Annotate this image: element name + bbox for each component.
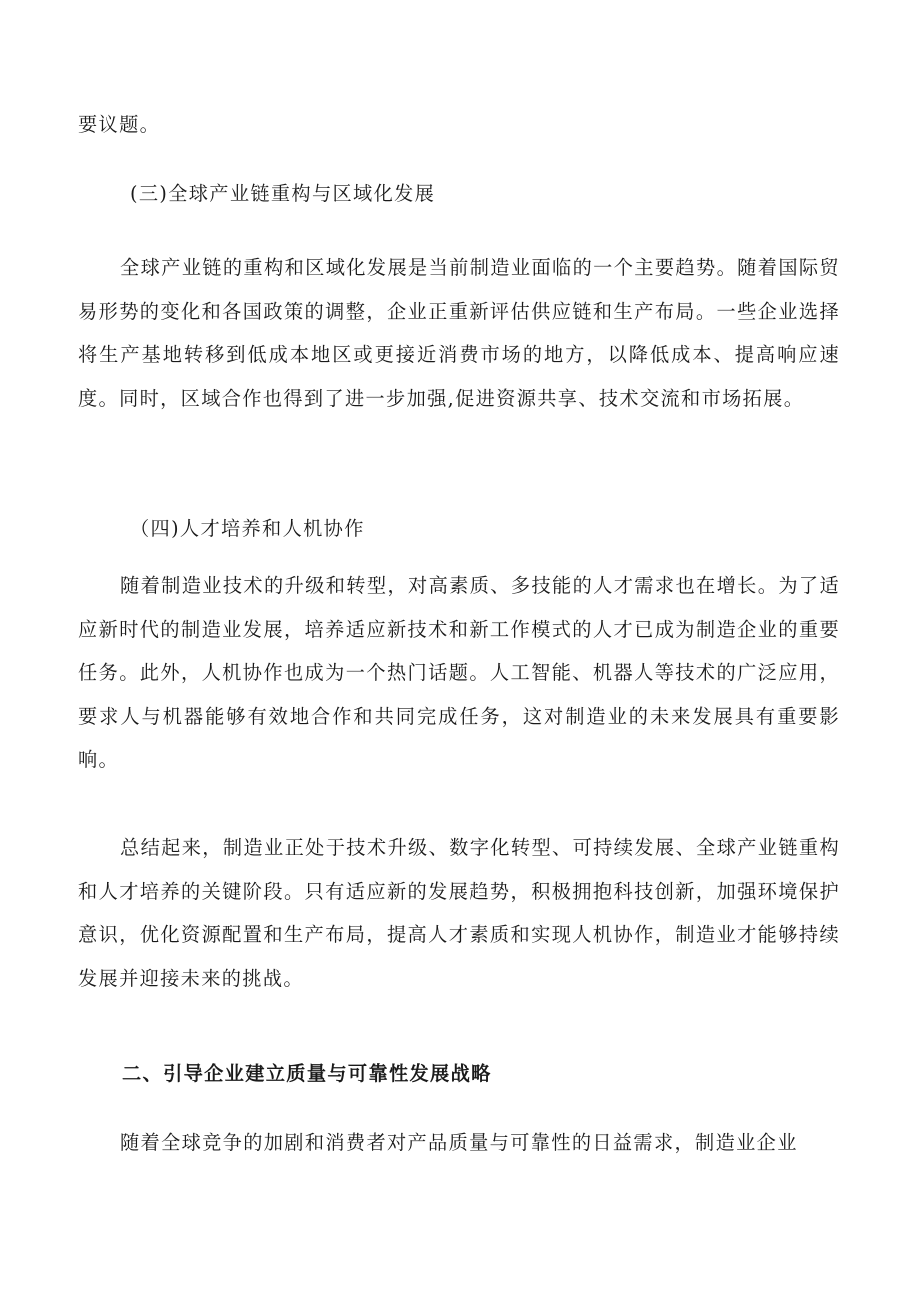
subsection-4-paragraph: 随着制造业技术的升级和转型，对高素质、多技能的人才需求也在增长。为了适应新时代的制造业发展，培养适应新技术和新工作模式的人才已成为制造企业的重要任务。此外，人机协作也成为一个热门话题。人工智能、机器人等技术的广泛应用，要求人与机器能够有效地合作和共同完成任务，这对制造业的未来发展具有重要影响。 (78, 574, 840, 771)
section-2-heading: 二、引导企业建立质量与可靠性发展战略 (122, 1062, 492, 1085)
subsection-3-paragraph: 全球产业链的重构和区域化发展是当前制造业面临的一个主要趋势。随着国际贸易形势的变化和各国政策的调整，企业正重新评估供应链和生产布局。一些企业选择将生产基地转移到低成本地区或更接近消费市场的地方，以降低成本、提高响应速度。同时，区域合作也得到了进一步加强,促进资源共享、技术交流和市场拓展。 (78, 256, 840, 410)
section-2-paragraph-start: 随着全球竞争的加剧和消费者对产品质量与可靠性的日益需求，制造业企业 (120, 1131, 798, 1154)
subsection-4-title: （四)人才培养和人机协作 (130, 517, 365, 540)
summary-paragraph: 总结起来，制造业正处于技术升级、数字化转型、可持续发展、全球产业链重构和人才培养的关键阶段。只有适应新的发展趋势，积极拥抱科技创新，加强环境保护意识，优化资源配置和生产布局，提高人才素质和实现人机协作，制造业才能够持续发展并迎接未来的挑战。 (78, 836, 840, 990)
subsection-3-title: (三)全球产业链重构与区域化发展 (130, 182, 436, 205)
continued-paragraph-fragment: 要议题。 (78, 113, 161, 136)
